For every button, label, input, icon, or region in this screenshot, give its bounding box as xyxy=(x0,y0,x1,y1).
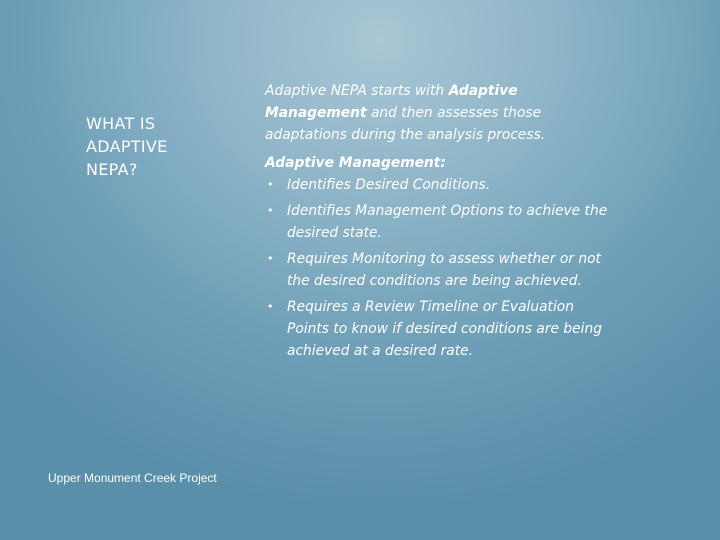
list-item xyxy=(265,296,610,362)
list-item xyxy=(265,248,610,292)
bullet-icon: • xyxy=(267,178,274,191)
intro-text-end: and then assesses those adaptations during the analysis process. xyxy=(265,105,546,143)
list-item-text: Identifies Management Options to achieve the desired state. xyxy=(287,203,608,241)
slide-title xyxy=(86,112,226,181)
bullet-list xyxy=(265,174,610,362)
bullet-icon: • xyxy=(267,300,274,313)
slide-content xyxy=(265,80,610,366)
intro-paragraph xyxy=(265,80,610,146)
list-item-text: Identifies Desired Conditions. xyxy=(287,177,491,193)
title-line: WHAT IS xyxy=(86,114,156,133)
intro-bold-term: Adaptive Management xyxy=(265,83,518,121)
list-item-text: Requires a Review Timeline or Evaluation Points to know if desired conditions are being achieved at a desired rate. xyxy=(287,299,602,359)
bullet-icon: • xyxy=(267,252,274,265)
section-heading: Adaptive Management: xyxy=(265,155,446,171)
footer-project-name: Upper Monument Creek Project xyxy=(48,471,217,485)
intro-text-start: Adaptive NEPA starts with xyxy=(265,83,449,99)
list-item xyxy=(265,174,610,196)
title-line: ADAPTIVE xyxy=(86,137,168,156)
bullet-icon: • xyxy=(267,204,274,217)
title-line: NEPA? xyxy=(86,160,138,179)
list-item-text: Requires Monitoring to assess whether or not the desired conditions are being achieved. xyxy=(287,251,601,289)
list-item xyxy=(265,200,610,244)
